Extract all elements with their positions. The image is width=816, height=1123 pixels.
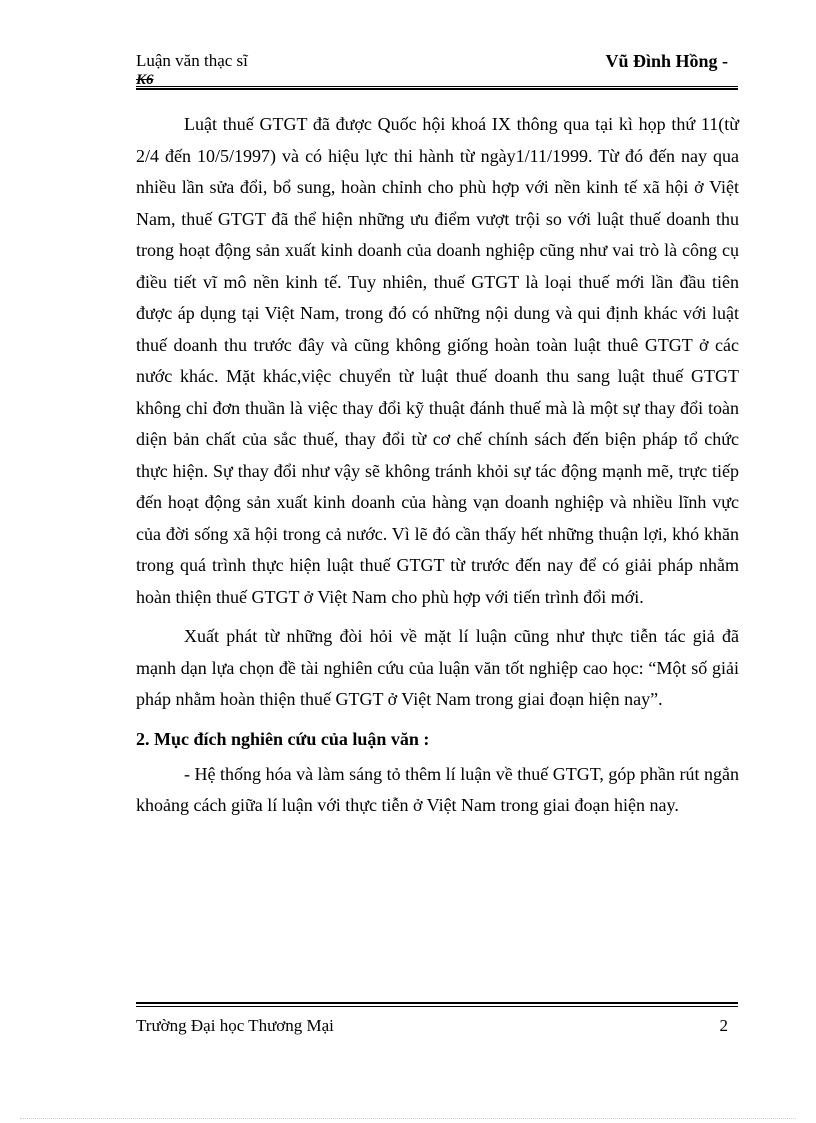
section-heading: 2. Mục đích nghiên cứu của luận văn : — [136, 728, 430, 749]
footer-university: Trường Đại học Thương Mại — [136, 1016, 334, 1035]
body-paragraph: Xuất phát từ những đòi hỏi về mặt lí luận cũng như thực tiễn tác giả đã mạnh dạn lựa chọn đề tài nghiên cứu của luận văn tốt nghiệp cao học: “Một số giải pháp nhằm hoàn thiện thuế GTGT ở Việt Nam trong giai đoạn hiện nay”. — [136, 626, 739, 709]
header-left — [136, 50, 248, 88]
header-divider — [136, 86, 738, 90]
page-header — [136, 50, 738, 90]
body-paragraph: Luật thuế GTGT đã được Quốc hội khoá IX thông qua tại kì họp thứ 11(từ 2/4 đến 10/5/1997) và có hiệu lực thi hành từ ngày1/11/1999. Từ đó đến nay qua nhiều lần sửa đổi, bổ sung, hoàn chỉnh cho phù hợp với nền kinh tế xã hội ở Việt Nam, thuế GTGT đã thể hiện những ưu điểm vượt trội so với luật thuế doanh thu trong hoạt động sản xuất kinh doanh của doanh nghiệp cũng như vai trò là công cụ điều tiết vĩ mô nền kinh tế. Tuy nhiên, thuế GTGT là loại thuế mới lần đầu tiên được áp dụng tại Việt Nam, trong đó có những nội dung và qui định khác với luật thuế doanh thu trước đây và cũng không giống hoàn toàn luật thuê GTGT ở các nước khác. Mặt khác,việc chuyển từ luật thuế doanh thu sang luật thuế GTGT không chỉ đơn thuần là việc thay đổi kỹ thuật đánh thuế mà là một sự thay đổi toàn diện bản chất của sắc thuế, thay đổi từ cơ chế chính sách đến biện pháp tổ chức thực hiện. Sự thay đổi như vậy sẽ không tránh khỏi sự tác động mạnh mẽ, trực tiếp đến hoạt động sản xuất kinh doanh của hàng vạn doanh nghiệp và nhiều lĩnh vực của đời sống xã hội trong cả nước. Vì lẽ đó cần thấy hết những thuận lợi, khó khăn trong quá trình thực hiện luật thuế GTGT từ trước đến nay để có giải pháp nhằm hoàn thiện thuế GTGT ở Việt Nam cho phù hợp với tiến trình đổi mới. — [136, 114, 739, 607]
header-thesis-type: Luận văn thạc sĩ — [136, 51, 248, 70]
footer-divider — [136, 1002, 738, 1007]
page-bottom-border — [20, 1118, 796, 1119]
body-paragraph: - Hệ thống hóa và làm sáng tỏ thêm lí luận về thuế GTGT, góp phần rút ngắn khoảng cách giữa lí luận với thực tiễn ở Việt Nam trong giai đoạn hiện nay. — [136, 763, 739, 815]
page-number: 2 — [719, 1016, 728, 1035]
header-cohort: K6 — [136, 72, 154, 88]
header-author: Vũ Đình Hồng - — [605, 51, 728, 71]
page-body — [136, 109, 739, 830]
